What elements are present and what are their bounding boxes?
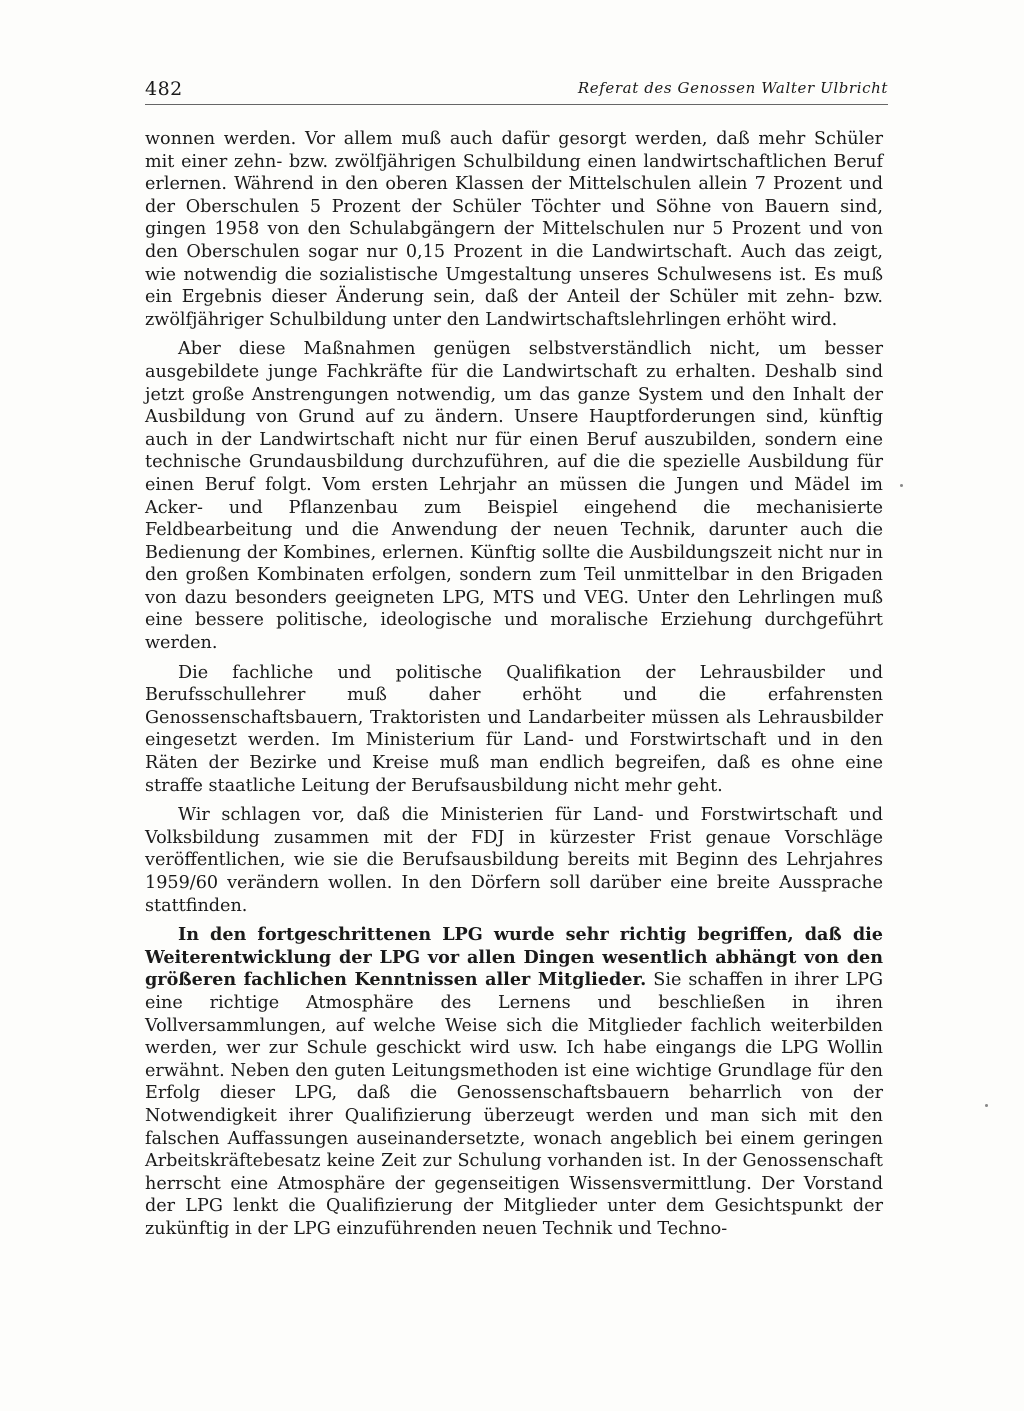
page-number: 482	[145, 78, 183, 100]
paragraph-1: wonnen werden. Vor allem muß auch dafür gesorgt werden, daß mehr Schüler mit einer zehn- bzw. zwölfjährigen Schulbildung einen landwirtschaftlichen Beruf erlernen. Während in den oberen Klassen der Mittelschulen allein 7 Prozent und der Oberschulen 5 Prozent der Schüler Töchter und Söhne von Bauern sind, gingen 1958 von den Schulabgängern der Mittelschulen nur 5 Prozent und von den Oberschulen sogar nur 0,15 Prozent in die Landwirtschaft. Auch das zeigt, wie notwendig die sozialistische Umgestaltung unseres Schulwesens ist. Es muß ein Ergebnis dieser Änderung sein, daß der Anteil der Schüler mit zehn- bzw. zwölfjähriger Schulbildung unter den Landwirtschaftslehrlingen erhöht wird.	[145, 129, 883, 330]
running-head: Referat des Genossen Walter Ulbricht	[577, 79, 888, 97]
paragraph-4: Wir schlagen vor, daß die Ministerien für Land- und Forstwirtschaft und Volksbildung zusammen mit der FDJ in kürzester Frist genaue Vorschläge veröffentlichen, wie sie die Berufsausbildung bereits mit Beginn des Lehrjahres 1959/60 verändern wollen. In den Dörfern soll darüber eine breite Aussprache stattfinden.	[145, 805, 883, 916]
paragraph-5	[145, 924, 883, 1240]
paragraph-5-text: Sie schaffen in ihrer LPG eine richtige Atmosphäre des Lernens und beschließen in ihren Vollversammlungen, auf welche Weise sich die Mitglieder fachlich weiterbilden werden, wer zur Schule geschickt wird usw. Ich habe eingangs die LPG Wollin erwähnt. Neben den guten Leitungsmethoden ist eine wichtige Grundlage für den Erfolg dieser LPG, daß die Genossenschaftsbauern beharrlich von der Notwendigkeit ihrer Qualifizierung überzeugt werden und man sich mit den falschen Auffassungen auseinandersetzte, wonach angeblich bei einem geringen Arbeitskräftebesatz keine Zeit zur Schulung vorhanden ist. In der Genossenschaft herrscht eine Atmosphäre der gegenseitigen Wissensvermittlung. Der Vorstand der LPG lenkt die Qualifizierung der Mitglieder unter dem Gesichtspunkt der zukünftig in der LPG einzuführenden neuen Technik und Techno-	[145, 970, 883, 1239]
paragraph-3: Die fachliche und politische Qualifikation der Lehrausbilder und Berufsschullehrer muß daher erhöht und die erfahrensten Genossenschaftsbauern, Traktoristen und Landarbeiter müssen als Lehrausbilder eingesetzt werden. Im Ministerium für Land- und Forstwirtschaft und in den Räten der Bezirke und Kreise muß man endlich begreifen, daß es ohne eine straffe staatliche Leitung der Berufsausbildung nicht mehr geht.	[145, 662, 883, 796]
body-text	[145, 128, 883, 1248]
paragraph-2: Aber diese Maßnahmen genügen selbstverständlich nicht, um besser ausgebildete junge Fachkräfte für die Landwirtschaft zu erhalten. Deshalb sind jetzt große Anstrengungen notwendig, um das ganze System und den Inhalt der Ausbildung von Grund auf zu ändern. Unsere Hauptforderungen sind, künftig auch in der Landwirtschaft nicht nur für einen Beruf auszubilden, sondern eine technische Grundausbildung durchzuführen, auf die die spezielle Ausbildung für einen Beruf folgt. Vom ersten Lehrjahr an müssen die Jungen und Mädel im Acker- und Pflanzenbau zum Beispiel eingehend die mechanisierte Feldbearbeitung und die Anwendung der neuen Technik, darunter auch die Bedienung der Kombines, erlernen. Künftig sollte die Ausbildungszeit nicht nur in den großen Kombinaten erfolgen, sondern zum Teil unmittelbar in den Brigaden von dazu besonders geeigneten LPG, MTS und VEG. Unter den Lehrlingen muß eine bessere politische, ideologische und moralische Erziehung durchgeführt werden.	[145, 339, 883, 654]
print-speck	[985, 1104, 988, 1107]
paragraph-5-bold-lead: In den fortgeschrittenen LPG wurde sehr richtig begriffen, daß die Weiterentwicklung der LPG vor allen Dingen wesentlich abhängt von den größeren fachlichen Kenntnissen aller Mitglieder.	[145, 924, 883, 991]
header-rule	[145, 104, 888, 105]
print-speck	[900, 484, 903, 487]
